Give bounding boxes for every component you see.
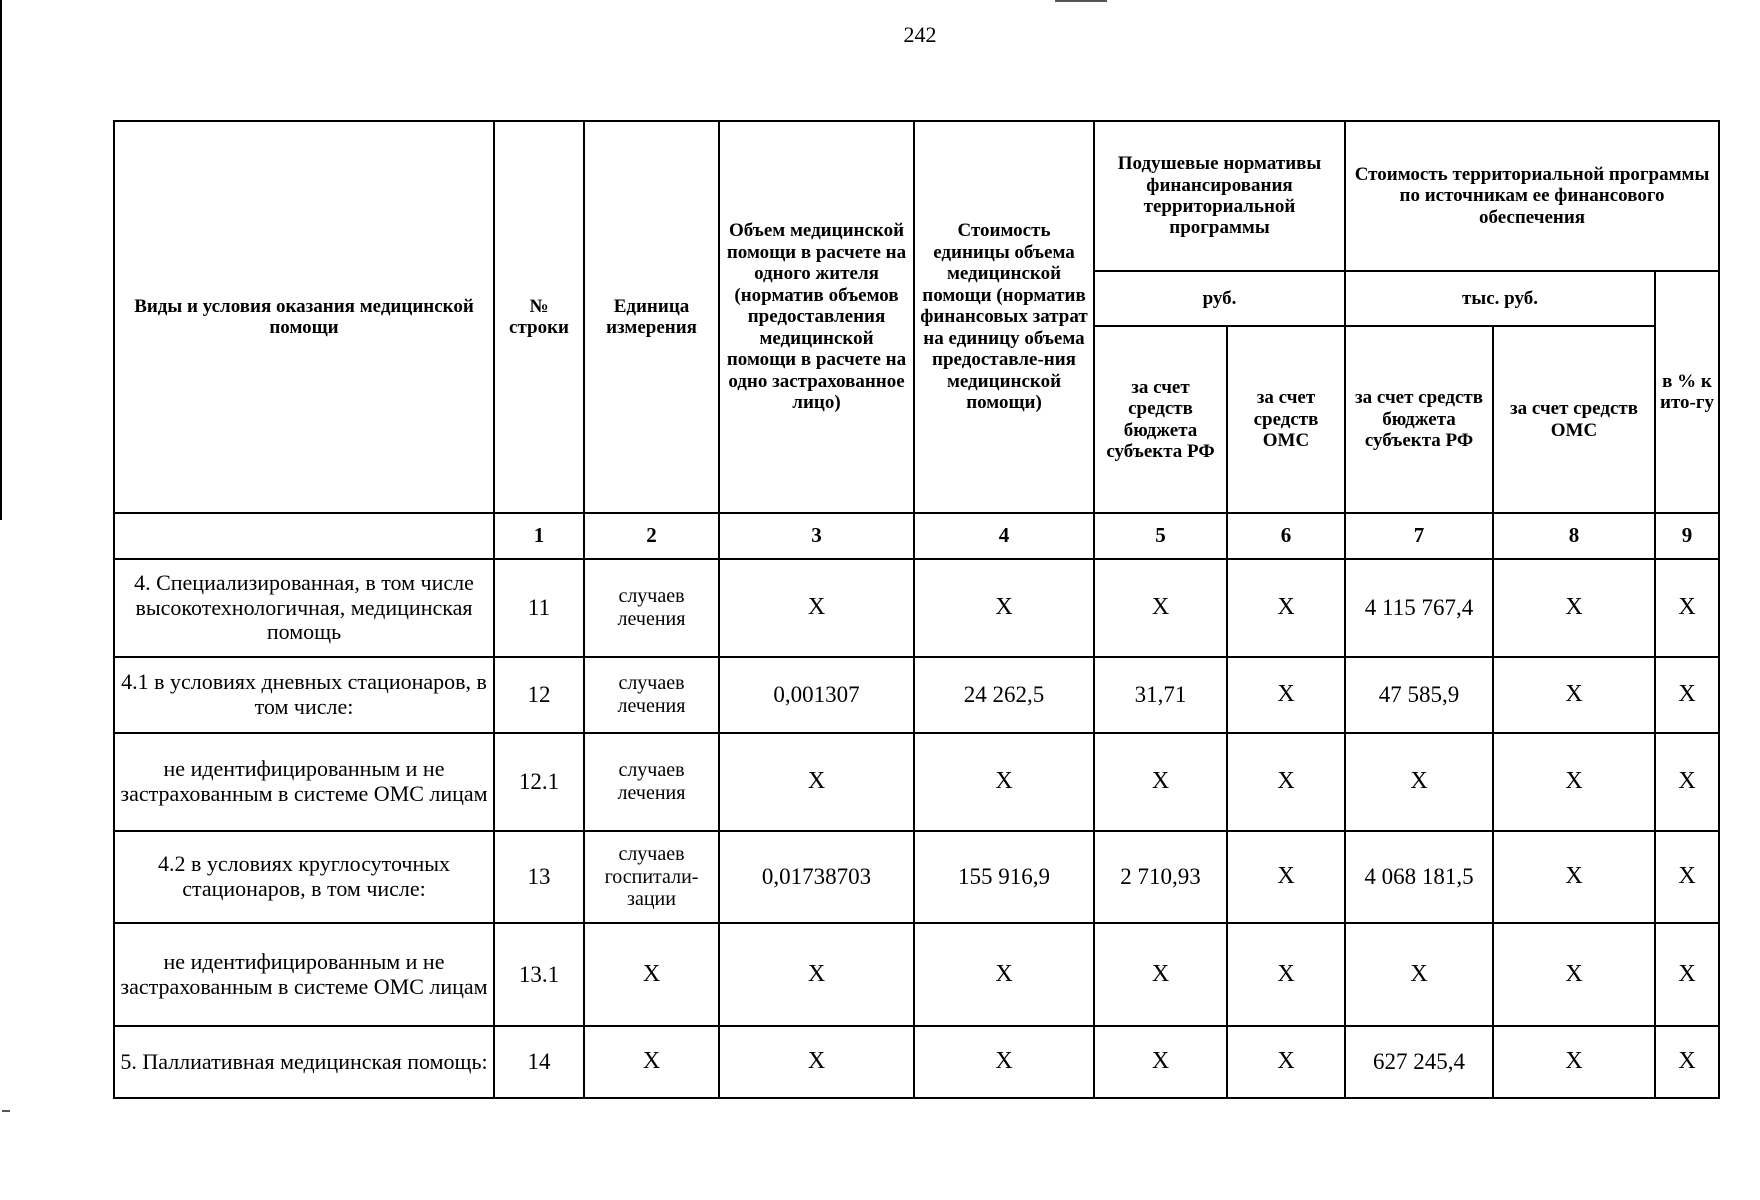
column-number: 4 bbox=[914, 513, 1094, 559]
row-number: 12.1 bbox=[494, 733, 584, 831]
row-number: 13.1 bbox=[494, 923, 584, 1026]
header-rub: руб. bbox=[1094, 271, 1345, 326]
row-value: 4 115 767,4 bbox=[1345, 559, 1493, 657]
header-row-1 bbox=[114, 121, 1719, 271]
row-value: Х bbox=[914, 733, 1094, 831]
header-oms: за счет средств ОМС bbox=[1227, 326, 1345, 513]
header-unit: Единица измерения bbox=[584, 121, 719, 513]
header-percent: в % к ито-гу bbox=[1655, 271, 1719, 513]
table-row bbox=[114, 733, 1719, 831]
column-number: 1 bbox=[494, 513, 584, 559]
table-row bbox=[114, 559, 1719, 657]
header-oms-2: за счет средств ОМС bbox=[1493, 326, 1655, 513]
row-value: Х bbox=[1227, 923, 1345, 1026]
header-program-cost: Стоимость территориальной программы по источникам ее финансового обеспечения bbox=[1345, 121, 1719, 271]
row-value: Х bbox=[719, 733, 914, 831]
row-unit: случаев госпитали-зации bbox=[584, 831, 719, 923]
row-value: Х bbox=[1493, 559, 1655, 657]
row-value: Х bbox=[914, 1026, 1094, 1098]
row-value: 627 245,4 bbox=[1345, 1026, 1493, 1098]
row-description: не идентифицированным и не застрахованным в системе ОМС лицам bbox=[114, 923, 494, 1026]
row-unit: случаев лечения bbox=[584, 657, 719, 733]
column-number-row bbox=[114, 513, 1719, 559]
table-row bbox=[114, 657, 1719, 733]
row-value: Х bbox=[1094, 733, 1227, 831]
row-value: Х bbox=[1655, 923, 1719, 1026]
column-number: 6 bbox=[1227, 513, 1345, 559]
row-value: Х bbox=[1345, 733, 1493, 831]
row-value: Х bbox=[1094, 1026, 1227, 1098]
row-value: Х bbox=[1493, 657, 1655, 733]
header-budget-rf: за счет средств бюджета субъекта РФ bbox=[1094, 326, 1227, 513]
row-description: 5. Паллиативная медицинская помощь: bbox=[114, 1026, 494, 1098]
row-unit: Х bbox=[584, 923, 719, 1026]
column-number: 5 bbox=[1094, 513, 1227, 559]
header-per-capita: Подушевые нормативы финансирования территориальной программы bbox=[1094, 121, 1345, 271]
row-value: 0,01738703 bbox=[719, 831, 914, 923]
row-value: Х bbox=[1227, 831, 1345, 923]
row-description: 4.2 в условиях круглосуточных стационаров, в том числе: bbox=[114, 831, 494, 923]
header-row-number: № строки bbox=[494, 121, 584, 513]
row-value: 0,001307 bbox=[719, 657, 914, 733]
row-value: 2 710,93 bbox=[1094, 831, 1227, 923]
row-value: Х bbox=[1227, 657, 1345, 733]
row-value: Х bbox=[914, 923, 1094, 1026]
scan-edge-line bbox=[0, 0, 2, 520]
table-row bbox=[114, 831, 1719, 923]
row-value: Х bbox=[1493, 923, 1655, 1026]
row-number: 14 bbox=[494, 1026, 584, 1098]
row-number: 12 bbox=[494, 657, 584, 733]
row-value: Х bbox=[1227, 733, 1345, 831]
row-value: Х bbox=[1493, 1026, 1655, 1098]
row-value: Х bbox=[719, 923, 914, 1026]
row-value: Х bbox=[1227, 559, 1345, 657]
row-unit: случаев лечения bbox=[584, 733, 719, 831]
row-value: Х bbox=[1655, 559, 1719, 657]
scan-top-mark bbox=[1055, 0, 1107, 2]
header-volume: Объем медицинской помощи в расчете на одного жителя (норматив объемов предоставления медицинской помощи в расчете на одно застрахованное лицо) bbox=[719, 121, 914, 513]
row-value: Х bbox=[1094, 923, 1227, 1026]
row-value: Х bbox=[914, 559, 1094, 657]
column-number: 7 bbox=[1345, 513, 1493, 559]
column-number: 2 bbox=[584, 513, 719, 559]
row-value: Х bbox=[1227, 1026, 1345, 1098]
row-number: 13 bbox=[494, 831, 584, 923]
column-number-blank bbox=[114, 513, 494, 559]
scan-tick-mark bbox=[2, 1110, 10, 1112]
row-value: Х bbox=[1655, 1026, 1719, 1098]
row-value: 4 068 181,5 bbox=[1345, 831, 1493, 923]
column-number: 8 bbox=[1493, 513, 1655, 559]
row-unit: случаев лечения bbox=[584, 559, 719, 657]
row-value: 155 916,9 bbox=[914, 831, 1094, 923]
row-value: Х bbox=[1655, 657, 1719, 733]
row-value: Х bbox=[1094, 559, 1227, 657]
header-unit-cost: Стоимость единицы объема медицинской помощи (норматив финансовых затрат на единицу объема предоставле-ния медицинской помощи) bbox=[914, 121, 1094, 513]
row-value: Х bbox=[1345, 923, 1493, 1026]
header-thousand-rub: тыс. руб. bbox=[1345, 271, 1655, 326]
row-value: 31,71 bbox=[1094, 657, 1227, 733]
row-description: не идентифицированным и не застрахованным в системе ОМС лицам bbox=[114, 733, 494, 831]
header-types: Виды и условия оказания медицинской помощи bbox=[114, 121, 494, 513]
financing-table bbox=[113, 120, 1720, 1099]
row-value: Х bbox=[1655, 733, 1719, 831]
row-value: Х bbox=[1493, 733, 1655, 831]
row-value: Х bbox=[719, 559, 914, 657]
header-budget-rf-2: за счет средств бюджета субъекта РФ bbox=[1345, 326, 1493, 513]
table-row bbox=[114, 923, 1719, 1026]
row-value: Х bbox=[1655, 831, 1719, 923]
row-value: Х bbox=[1493, 831, 1655, 923]
table-row bbox=[114, 1026, 1719, 1098]
row-value: Х bbox=[719, 1026, 914, 1098]
row-value: 47 585,9 bbox=[1345, 657, 1493, 733]
row-description: 4.1 в условиях дневных стационаров, в том числе: bbox=[114, 657, 494, 733]
row-value: 24 262,5 bbox=[914, 657, 1094, 733]
page-number: 242 bbox=[903, 22, 937, 47]
row-unit: Х bbox=[584, 1026, 719, 1098]
row-description: 4. Специализированная, в том числе высокотехнологичная, медицинская помощь bbox=[114, 559, 494, 657]
column-number: 9 bbox=[1655, 513, 1719, 559]
column-number: 3 bbox=[719, 513, 914, 559]
row-number: 11 bbox=[494, 559, 584, 657]
